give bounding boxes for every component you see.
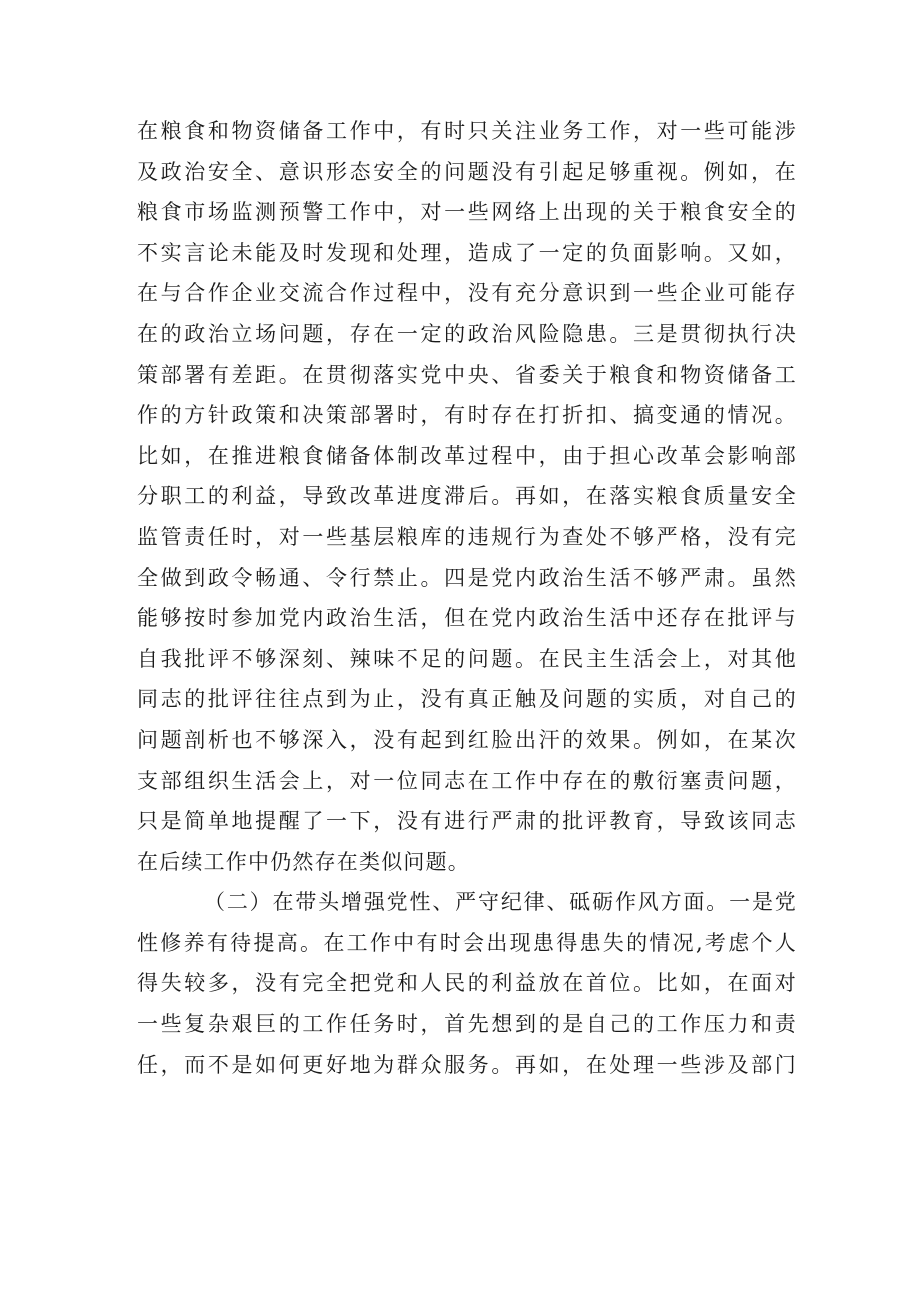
text-line: 不实言论未能及时发现和处理，造成了一定的负面影响。又如， <box>137 240 797 265</box>
text-line: 能够按时参加党内政治生活，但在党内政治生活中还存在批评与 <box>137 606 797 631</box>
text-line: 在粮食和物资储备工作中，有时只关注业务工作，对一些可能涉 <box>137 119 797 143</box>
text-line-paragraph-end: 在后续工作中仍然存在类似问题。 <box>137 849 470 874</box>
text-line-section-heading: （二）在带头增强党性、严守纪律、砥砺作风方面。一是党 <box>204 890 797 915</box>
text-line: 支部组织生活会上，对一位同志在工作中存在的敷衍塞责问题， <box>137 768 797 793</box>
text-line: 只是简单地提醒了一下，没有进行严肃的批评教育，导致该同志 <box>137 809 797 834</box>
text-line: 问题剖析也不够深入，没有起到红脸出汗的效果。例如，在某次 <box>137 727 797 752</box>
text-line: 性修养有待提高。在工作中有时会出现患得患失的情况,考虑个人 <box>137 930 797 955</box>
text-line: 比如，在推进粮食储备体制改革过程中，由于担心改革会影响部 <box>137 443 797 468</box>
body-text <box>137 111 797 1085</box>
text-line: 得失较多，没有完全把党和人民的利益放在首位。比如，在面对 <box>137 971 797 996</box>
text-line: 分职工的利益，导致改革进度滞后。再如，在落实粮食质量安全 <box>137 484 797 509</box>
text-line: 作的方针政策和决策部署时，有时存在打折扣、搞变通的情况。 <box>137 403 797 428</box>
text-line: 策部署有差距。在贯彻落实党中央、省委关于粮食和物资储备工 <box>137 362 797 387</box>
text-line: 在的政治立场问题，存在一定的政治风险隐患。三是贯彻执行决 <box>137 321 797 346</box>
text-line: 同志的批评往往点到为止，没有真正触及问题的实质，对自己的 <box>137 687 797 712</box>
text-line: 任，而不是如何更好地为群众服务。再如，在处理一些涉及部门 <box>137 1052 797 1077</box>
text-line: 监管责任时，对一些基层粮库的违规行为查处不够严格，没有完 <box>137 524 797 549</box>
text-line: 在与合作企业交流合作过程中，没有充分意识到一些企业可能存 <box>137 281 797 306</box>
text-line: 自我批评不够深刻、辣味不足的问题。在民主生活会上，对其他 <box>137 646 797 671</box>
text-line: 全做到政令畅通、令行禁止。四是党内政治生活不够严肃。虽然 <box>137 565 797 590</box>
text-line: 粮食市场监测预警工作中，对一些网络上出现的关于粮食安全的 <box>137 200 797 225</box>
text-line: 一些复杂艰巨的工作任务时，首先想到的是自己的工作压力和责 <box>137 1012 797 1037</box>
text-line: 及政治安全、意识形态安全的问题没有引起足够重视。例如，在 <box>137 159 797 184</box>
